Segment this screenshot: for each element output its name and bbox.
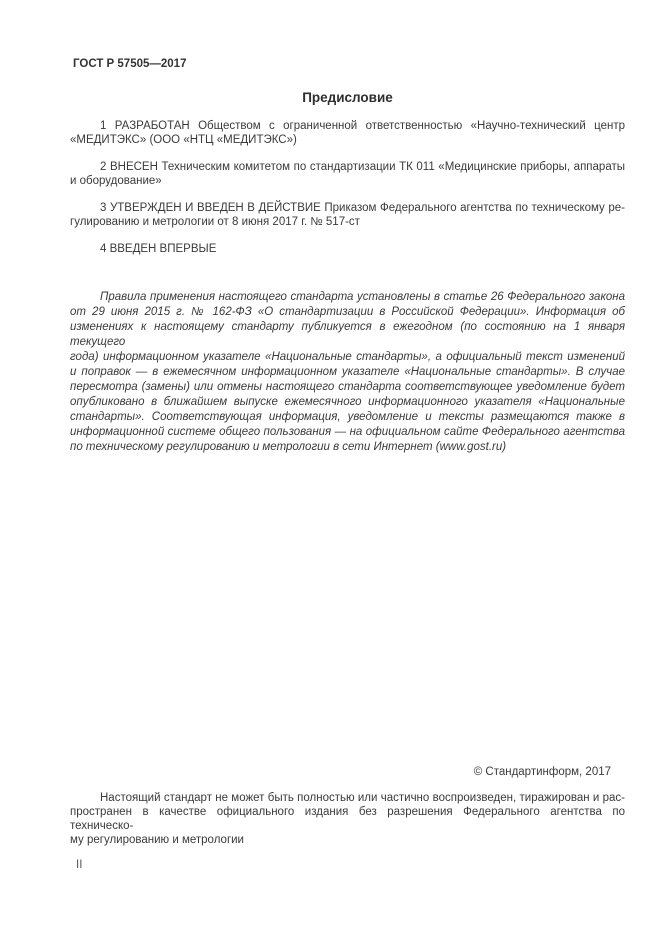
text-line: информационной системе общего пользования — на официальном сайте Федерального агентства: [70, 425, 625, 438]
text-line: от 29 июня 2015 г. № 162-ФЗ «О стандартизации в Российской Федерации». Информация об: [70, 305, 625, 318]
text-line: и оборудование»: [70, 174, 162, 187]
text-line: 3 УТВЕРЖДЕН И ВВЕДЕН В ДЕЙСТВИЕ Приказом Федерального агентства по техническому ре-: [100, 202, 625, 214]
text-line: изменениях к настоящему стандарту публикуется в ежегодном (по состоянию на 1 января текущего: [70, 320, 625, 348]
text-line: му регулированию и метрологии: [70, 834, 244, 846]
text-line: 1 РАЗРАБОТАН Обществом с ограниченной ответственностью «Научно-технический центр: [100, 120, 625, 132]
page-number: II: [76, 859, 83, 871]
copyright-notice: © Стандартинформ, 2017: [473, 766, 611, 778]
text-line: по техническому регулированию и метрологии в сети Интернет (www.gost.ru): [70, 440, 507, 453]
text-line: года) информационном указателе «Национальные стандарты», а официальный текст изменений: [70, 350, 625, 363]
document-code: ГОСТ Р 57505—2017: [73, 58, 187, 70]
text-line: 4 ВВЕДЕН ВПЕРВЫЕ: [100, 243, 217, 255]
text-line: стандарты». Соответствующая информация, уведомление и тексты размещаются также в: [70, 410, 625, 423]
legal-application-note: [70, 290, 625, 455]
page-footer: [70, 765, 625, 872]
foreword-item: [70, 243, 625, 257]
text-line: пространен в качестве официального издания без разрешения Федерального агентства по техническо-: [70, 806, 625, 832]
foreword-item: [70, 202, 625, 229]
reproduction-restriction-note: [70, 791, 625, 847]
text-line: Правила применения настоящего стандарта установлены в статье 26 Федерального закона: [100, 290, 625, 303]
text-line: 2 ВНЕСЕН Техническим комитетом по стандартизации ТК 011 «Медицинские приборы, аппараты: [100, 161, 625, 173]
page-content: [70, 0, 625, 455]
foreword-item: [70, 120, 625, 147]
text-line: опубликовано в ближайшем выпуске ежемесячного информационного указателя «Национальные: [70, 395, 625, 408]
text-line: «МЕДИТЭКС» (ООО «НТЦ «МЕДИТЭКС»): [70, 133, 297, 146]
foreword-section: [70, 120, 625, 257]
text-line: и поправок — в ежемесячном информационном указателе «Национальные стандарты». В случае: [70, 365, 625, 378]
page-title: Предисловие: [302, 90, 393, 105]
text-line: пересмотра (замены) или отмены настоящего стандарта соответствующее уведомление будет: [70, 380, 625, 393]
text-line: гулированию и метрологии от 8 июня 2017 г. № 517-ст: [70, 215, 360, 228]
foreword-item: [70, 161, 625, 188]
text-line: Настоящий стандарт не может быть полностью или частично воспроизведен, тиражирован и рас-: [100, 792, 625, 804]
